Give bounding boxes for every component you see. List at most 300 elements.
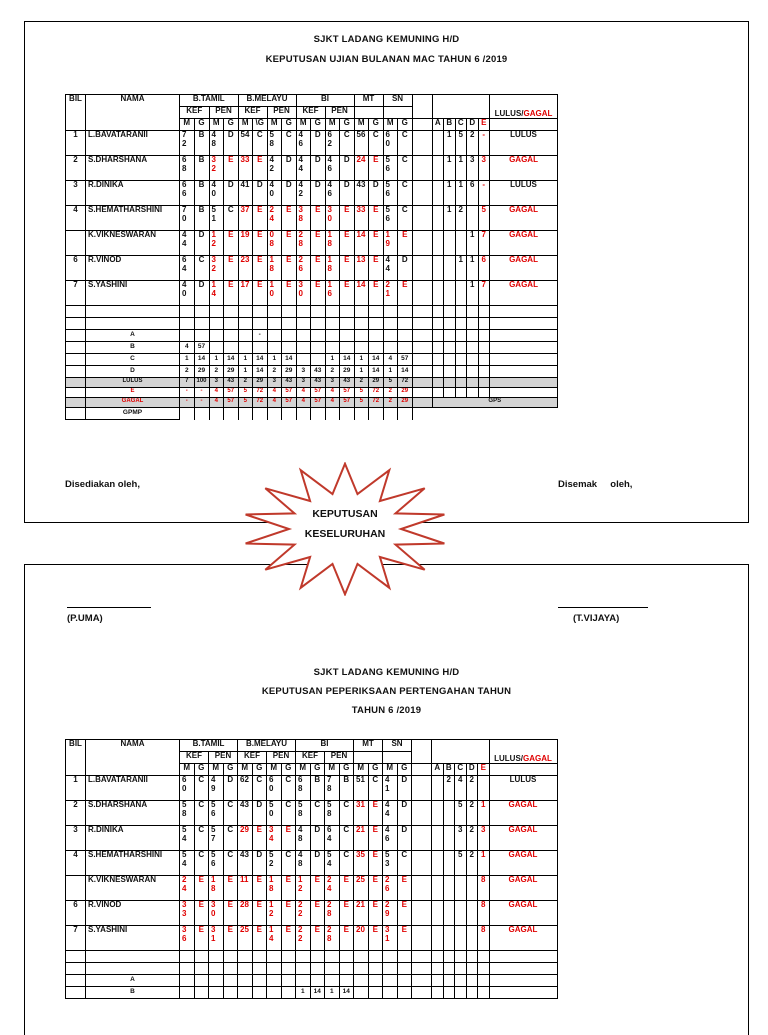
blank-cell bbox=[66, 366, 86, 378]
student-result: GAGAL bbox=[489, 826, 557, 851]
subject-grade: C bbox=[224, 206, 239, 231]
summary-cell: 4 bbox=[325, 388, 340, 398]
exam-year: TAHUN 6 /2019 bbox=[351, 705, 422, 716]
grade-count: 2 bbox=[466, 801, 478, 826]
grade-count: 3 bbox=[455, 826, 467, 851]
grade-header: G bbox=[311, 119, 326, 131]
summary-label-b: B bbox=[86, 987, 180, 999]
blank-cell bbox=[86, 963, 180, 975]
summary-cell bbox=[180, 987, 195, 999]
subject-grade: E bbox=[310, 876, 325, 901]
summary-cell bbox=[354, 975, 369, 987]
result-sheet-midyear bbox=[24, 564, 749, 1035]
subject-mark: 21 bbox=[354, 901, 369, 926]
grade-count: 1 bbox=[444, 206, 456, 231]
grade-count: 4 bbox=[455, 776, 467, 801]
grade-count-header-d: D bbox=[466, 764, 478, 776]
subject-grade: C bbox=[339, 851, 354, 876]
signature-name-right: (T.VIJAYA) bbox=[573, 613, 620, 624]
blank-cell bbox=[455, 306, 467, 318]
subject-grade: E bbox=[397, 876, 412, 901]
summary-cell bbox=[282, 342, 297, 354]
student-name: L.BAVATARANII bbox=[86, 776, 180, 801]
subject-mark: 3 2 bbox=[209, 156, 224, 181]
summary-cell: - bbox=[180, 398, 195, 408]
subject-grade: E bbox=[253, 281, 268, 306]
subject-mark: 1 8 bbox=[325, 256, 340, 281]
student-number: 2 bbox=[66, 801, 86, 826]
blank-cell bbox=[238, 963, 253, 975]
blank-cell bbox=[397, 951, 412, 963]
blank-cell bbox=[489, 963, 557, 975]
subject-grade: D bbox=[369, 181, 384, 206]
blank-cell bbox=[432, 342, 444, 354]
school-name: SJKT LADANG KEMUNING H/D bbox=[313, 667, 460, 678]
summary-cell: 2 bbox=[325, 366, 340, 378]
subject-grade: E bbox=[281, 826, 296, 851]
summary-cell: 57 bbox=[311, 398, 326, 408]
subject-mark: 33 bbox=[354, 206, 369, 231]
summary-cell bbox=[267, 975, 282, 987]
summary-cell: 2 bbox=[354, 378, 369, 388]
summary-cell: 1 bbox=[209, 354, 224, 366]
col-nama-header: NAMA bbox=[86, 95, 180, 131]
summary-cell bbox=[340, 342, 355, 354]
subject-grade: D bbox=[397, 776, 412, 801]
subject-mark: 2 4 bbox=[325, 876, 340, 901]
subject-mark: 4 8 bbox=[209, 131, 224, 156]
subject-grade: B bbox=[339, 776, 354, 801]
summary-cell: 14 bbox=[398, 366, 413, 378]
subject-mark: 5 6 bbox=[383, 156, 398, 181]
blank-cell bbox=[467, 366, 479, 378]
kef-header: KEF bbox=[238, 752, 267, 764]
mark-header: M bbox=[325, 764, 340, 776]
subject-grade: D bbox=[252, 851, 267, 876]
summary-cell: 57 bbox=[224, 388, 239, 398]
blank-cell bbox=[267, 408, 282, 420]
subject-mark: 7 2 bbox=[180, 131, 195, 156]
grade-count: 1 bbox=[444, 131, 456, 156]
blank-cell bbox=[282, 318, 297, 330]
summary-label-a: A bbox=[86, 975, 180, 987]
subject-mark: 4 6 bbox=[325, 181, 340, 206]
summary-cell bbox=[383, 330, 398, 342]
mark-header: M bbox=[238, 119, 253, 131]
summary-label-b: B bbox=[86, 342, 180, 354]
subject-grade: E bbox=[339, 926, 354, 951]
mark-header: M bbox=[267, 764, 282, 776]
blank-cell bbox=[412, 398, 432, 408]
summary-cell: 5 bbox=[383, 378, 398, 388]
exam-title: KEPUTUSAN PEPERIKSAAN PERTENGAHAN TAHUN bbox=[261, 686, 512, 697]
summary-cell bbox=[397, 987, 412, 999]
summary-cell bbox=[398, 330, 413, 342]
summary-cell: 14 bbox=[282, 354, 297, 366]
blank-cell bbox=[238, 306, 253, 318]
subject-mark: 3 1 bbox=[383, 926, 398, 951]
subject-mark: 5 1 bbox=[209, 206, 224, 231]
subject-grade: D bbox=[397, 801, 412, 826]
summary-cell: 4 bbox=[383, 354, 398, 366]
blank-cell bbox=[267, 306, 282, 318]
subject-mark: 35 bbox=[354, 851, 369, 876]
student-number bbox=[66, 876, 86, 901]
student-name: S.YASHINI bbox=[86, 926, 180, 951]
blank-cell bbox=[412, 776, 432, 801]
gpmp-label: GPMP bbox=[86, 408, 180, 420]
blank-cell bbox=[66, 398, 86, 408]
subject-mark: 1 2 bbox=[209, 231, 224, 256]
blank-cell bbox=[354, 752, 383, 764]
student-number: 7 bbox=[66, 281, 86, 306]
subject-grade: E bbox=[397, 901, 412, 926]
subject-mark: 2 4 bbox=[180, 876, 195, 901]
mark-header: M bbox=[354, 764, 369, 776]
subject-grade: C bbox=[281, 776, 296, 801]
grade-count bbox=[455, 901, 467, 926]
grade-count bbox=[432, 926, 444, 951]
student-name: K.VIKNESWARAN bbox=[86, 876, 180, 901]
summary-cell: 2 bbox=[267, 366, 282, 378]
subject-grade: E bbox=[368, 901, 383, 926]
blank-cell bbox=[325, 951, 340, 963]
blank-cell bbox=[455, 330, 467, 342]
blank-cell bbox=[432, 95, 490, 119]
table-row bbox=[66, 256, 558, 281]
grade-count bbox=[432, 776, 444, 801]
subject-mark: 43 bbox=[354, 181, 369, 206]
checked-by-label: Disemak oleh, bbox=[558, 479, 633, 490]
blank-cell bbox=[455, 408, 467, 420]
student-name: R.DINIKA bbox=[86, 826, 180, 851]
grade-header: G bbox=[281, 764, 296, 776]
blank-cell bbox=[224, 408, 239, 420]
student-number: 6 bbox=[66, 901, 86, 926]
blank-cell bbox=[478, 306, 490, 318]
grade-count-header-e: E bbox=[478, 764, 490, 776]
blank-cell bbox=[282, 408, 297, 420]
subject-mark: 1 2 bbox=[267, 901, 282, 926]
subject-mark: 1 8 bbox=[325, 231, 340, 256]
blank-cell bbox=[398, 318, 413, 330]
summary-cell bbox=[223, 987, 238, 999]
blank-cell bbox=[478, 987, 490, 999]
lulus-header-label: LULUS/ bbox=[494, 108, 524, 118]
student-name: R.DINIKA bbox=[86, 181, 180, 206]
grade-count: 6 bbox=[467, 181, 479, 206]
blank-cell bbox=[444, 318, 456, 330]
blank-cell bbox=[238, 951, 253, 963]
subject-grade: B bbox=[310, 776, 325, 801]
blank-cell bbox=[444, 378, 456, 388]
subject-grade: D bbox=[311, 131, 326, 156]
summary-cell bbox=[354, 330, 369, 342]
subject-mark: 4 0 bbox=[267, 181, 282, 206]
grade-count bbox=[444, 231, 456, 256]
summary-cell: 2 bbox=[180, 366, 195, 378]
summary-cell bbox=[354, 342, 369, 354]
summary-label-a: A bbox=[86, 330, 180, 342]
blank-cell bbox=[66, 987, 86, 999]
summary-cell bbox=[194, 975, 209, 987]
blank-cell bbox=[432, 318, 444, 330]
grade-count: 3 bbox=[467, 156, 479, 181]
grade-count bbox=[432, 206, 444, 231]
blank-cell bbox=[455, 366, 467, 378]
grade-count: 8 bbox=[478, 926, 490, 951]
subject-grade: D bbox=[194, 231, 209, 256]
grade-count bbox=[432, 131, 444, 156]
grade-count bbox=[432, 231, 444, 256]
summary-cell: 72 bbox=[369, 398, 384, 408]
grade-count: 1 bbox=[467, 256, 479, 281]
grade-header: G bbox=[282, 119, 297, 131]
subject-grade: E bbox=[252, 901, 267, 926]
summary-cell: 3 bbox=[296, 366, 311, 378]
blank-cell bbox=[412, 851, 432, 876]
blank-cell bbox=[412, 330, 432, 342]
blank-cell bbox=[412, 281, 432, 306]
grade-count: 8 bbox=[478, 901, 490, 926]
summary-cell bbox=[209, 330, 224, 342]
blank-cell bbox=[432, 963, 444, 975]
grade-header: G bbox=[397, 764, 412, 776]
blank-cell bbox=[252, 963, 267, 975]
subject-grade: E bbox=[252, 876, 267, 901]
grade-count bbox=[466, 901, 478, 926]
summary-label-e: E bbox=[86, 388, 180, 398]
summary-cell: 4 bbox=[267, 398, 282, 408]
summary-cell: 29 bbox=[224, 366, 239, 378]
subject-grade: E bbox=[368, 876, 383, 901]
blank-cell bbox=[444, 342, 456, 354]
grade-count bbox=[467, 206, 479, 231]
blank-cell bbox=[478, 354, 490, 366]
subject-grade: D bbox=[282, 156, 297, 181]
grade-header: G bbox=[339, 764, 354, 776]
subject-grade: E bbox=[253, 231, 268, 256]
summary-cell: 57 bbox=[224, 398, 239, 408]
blank-cell bbox=[86, 306, 180, 318]
blank-cell bbox=[467, 354, 479, 366]
blank-cell bbox=[478, 330, 490, 342]
result-header bbox=[490, 95, 558, 119]
school-name: SJKT LADANG KEMUNING H/D bbox=[313, 34, 460, 45]
grade-count bbox=[432, 256, 444, 281]
blank-cell bbox=[354, 408, 369, 420]
grade-count: 1 bbox=[478, 851, 490, 876]
summary-cell: 43 bbox=[311, 378, 326, 388]
summary-cell: 14 bbox=[340, 354, 355, 366]
summary-cell bbox=[252, 987, 267, 999]
grade-header: G bbox=[252, 764, 267, 776]
mark-header: M bbox=[180, 119, 195, 131]
subject-grade: C bbox=[281, 801, 296, 826]
blank-cell bbox=[369, 306, 384, 318]
blank-cell bbox=[455, 987, 467, 999]
subject-grade: E bbox=[368, 801, 383, 826]
blank-cell bbox=[412, 388, 432, 398]
table-row bbox=[66, 926, 558, 951]
blank-cell bbox=[444, 408, 456, 420]
subject-grade: E bbox=[310, 901, 325, 926]
summary-cell bbox=[325, 342, 340, 354]
blank-cell bbox=[252, 951, 267, 963]
blank-cell bbox=[66, 963, 86, 975]
summary-cell: - bbox=[194, 398, 209, 408]
grade-count bbox=[432, 281, 444, 306]
mark-header: M bbox=[267, 119, 282, 131]
summary-cell bbox=[383, 987, 398, 999]
blank-cell bbox=[455, 342, 467, 354]
grade-count-header-b: B bbox=[443, 764, 455, 776]
blank-cell bbox=[455, 378, 467, 388]
subject-mark: 56 bbox=[354, 131, 369, 156]
subject-mark: 5 6 bbox=[209, 851, 224, 876]
blank-cell bbox=[478, 963, 490, 975]
grade-count: 2 bbox=[455, 206, 467, 231]
summary-cell: 29 bbox=[253, 378, 268, 388]
grade-count bbox=[432, 156, 444, 181]
pen-header: PEN bbox=[209, 752, 238, 764]
blank-cell bbox=[412, 318, 432, 330]
blank-cell bbox=[489, 764, 557, 776]
blank-cell bbox=[412, 826, 432, 851]
student-result: GAGAL bbox=[489, 876, 557, 901]
subject-mark: 5 4 bbox=[180, 826, 195, 851]
blank-cell bbox=[354, 963, 369, 975]
subject-mark: 3 8 bbox=[296, 206, 311, 231]
pen-header: PEN bbox=[325, 752, 354, 764]
grade-count: 5 bbox=[455, 801, 467, 826]
subject-mark: 37 bbox=[238, 206, 253, 231]
subject-grade: E bbox=[368, 826, 383, 851]
blank-cell bbox=[383, 408, 398, 420]
subject-grade: E bbox=[398, 231, 413, 256]
blank-cell bbox=[223, 963, 238, 975]
grade-header: G bbox=[368, 764, 383, 776]
grade-count: 1 bbox=[455, 156, 467, 181]
summary-cell bbox=[383, 975, 398, 987]
subject-grade: D bbox=[310, 826, 325, 851]
summary-cell bbox=[267, 342, 282, 354]
blank-cell bbox=[194, 951, 209, 963]
table-row bbox=[66, 801, 558, 826]
summary-cell: 72 bbox=[369, 388, 384, 398]
blank-cell bbox=[66, 342, 86, 354]
grade-count bbox=[432, 826, 444, 851]
summary-cell: 5 bbox=[354, 398, 369, 408]
subject-mark: 2 2 bbox=[296, 901, 311, 926]
blank-cell bbox=[412, 378, 432, 388]
prepared-by-label: Disediakan oleh, bbox=[65, 479, 140, 490]
overall-result-line2: KESELURUHAN bbox=[304, 528, 386, 540]
subject-grade: D bbox=[253, 181, 268, 206]
grade-count: 1 bbox=[467, 231, 479, 256]
subject-grade: C bbox=[223, 801, 238, 826]
subject-header-mt: MT bbox=[354, 95, 383, 107]
blank-cell bbox=[66, 388, 86, 398]
subject-mark: 7 0 bbox=[180, 206, 195, 231]
subject-grade: C bbox=[397, 851, 412, 876]
grade-count: 1 bbox=[478, 801, 490, 826]
blank-cell bbox=[281, 951, 296, 963]
summary-cell: 57 bbox=[398, 354, 413, 366]
summary-cell bbox=[238, 987, 253, 999]
summary-cell: 72 bbox=[253, 388, 268, 398]
blank-cell bbox=[490, 378, 558, 388]
col-bil-header: BIL bbox=[66, 95, 86, 131]
subject-grade: E bbox=[253, 156, 268, 181]
blank-cell bbox=[223, 951, 238, 963]
subject-grade: E bbox=[369, 231, 384, 256]
student-result: GAGAL bbox=[489, 801, 557, 826]
subject-mark: 5 6 bbox=[383, 181, 398, 206]
blank-cell bbox=[412, 306, 432, 318]
student-result: GAGAL bbox=[490, 231, 558, 256]
blank-cell bbox=[443, 951, 455, 963]
summary-cell: 2 bbox=[383, 398, 398, 408]
table-row bbox=[66, 826, 558, 851]
summary-cell bbox=[368, 975, 383, 987]
summary-cell: 1 bbox=[325, 354, 340, 366]
blank-cell bbox=[66, 378, 86, 388]
subject-header-bmelayu: B.MELAYU bbox=[238, 740, 296, 752]
summary-cell bbox=[252, 975, 267, 987]
subject-header-sn: SN bbox=[383, 95, 412, 107]
subject-grade: C bbox=[398, 131, 413, 156]
blank-cell bbox=[443, 975, 455, 987]
subject-grade: E bbox=[282, 206, 297, 231]
subject-grade: E bbox=[252, 926, 267, 951]
subject-mark: 5 6 bbox=[383, 206, 398, 231]
results-table bbox=[65, 94, 558, 420]
grade-count: 1 bbox=[444, 156, 456, 181]
blank-cell bbox=[339, 951, 354, 963]
subject-mark: 43 bbox=[238, 851, 253, 876]
student-name: S.DHARSHANA bbox=[86, 156, 180, 181]
subject-mark: 1 9 bbox=[383, 231, 398, 256]
blank-cell bbox=[467, 408, 479, 420]
blank-cell bbox=[194, 408, 209, 420]
blank-cell bbox=[296, 318, 311, 330]
blank-cell bbox=[467, 306, 479, 318]
summary-cell: 5 bbox=[354, 388, 369, 398]
subject-mark: 25 bbox=[354, 876, 369, 901]
subject-mark: 4 4 bbox=[383, 801, 398, 826]
table-row bbox=[66, 206, 558, 231]
subject-grade: B bbox=[194, 206, 209, 231]
grade-count bbox=[444, 281, 456, 306]
blank-cell bbox=[412, 408, 432, 420]
student-result: GAGAL bbox=[489, 926, 557, 951]
subject-mark: 3 1 bbox=[209, 926, 224, 951]
summary-cell bbox=[281, 975, 296, 987]
summary-cell bbox=[267, 987, 282, 999]
subject-grade: C bbox=[281, 851, 296, 876]
subject-grade: E bbox=[310, 926, 325, 951]
summary-label-gagal: GAGAL bbox=[86, 398, 180, 408]
summary-cell: 14 bbox=[369, 366, 384, 378]
summary-cell bbox=[224, 330, 239, 342]
summary-cell: 14 bbox=[369, 354, 384, 366]
subject-mark: 5 8 bbox=[325, 801, 340, 826]
blank-cell bbox=[455, 318, 467, 330]
subject-grade: C bbox=[339, 826, 354, 851]
student-number: 4 bbox=[66, 206, 86, 231]
grade-header: G bbox=[194, 119, 209, 131]
